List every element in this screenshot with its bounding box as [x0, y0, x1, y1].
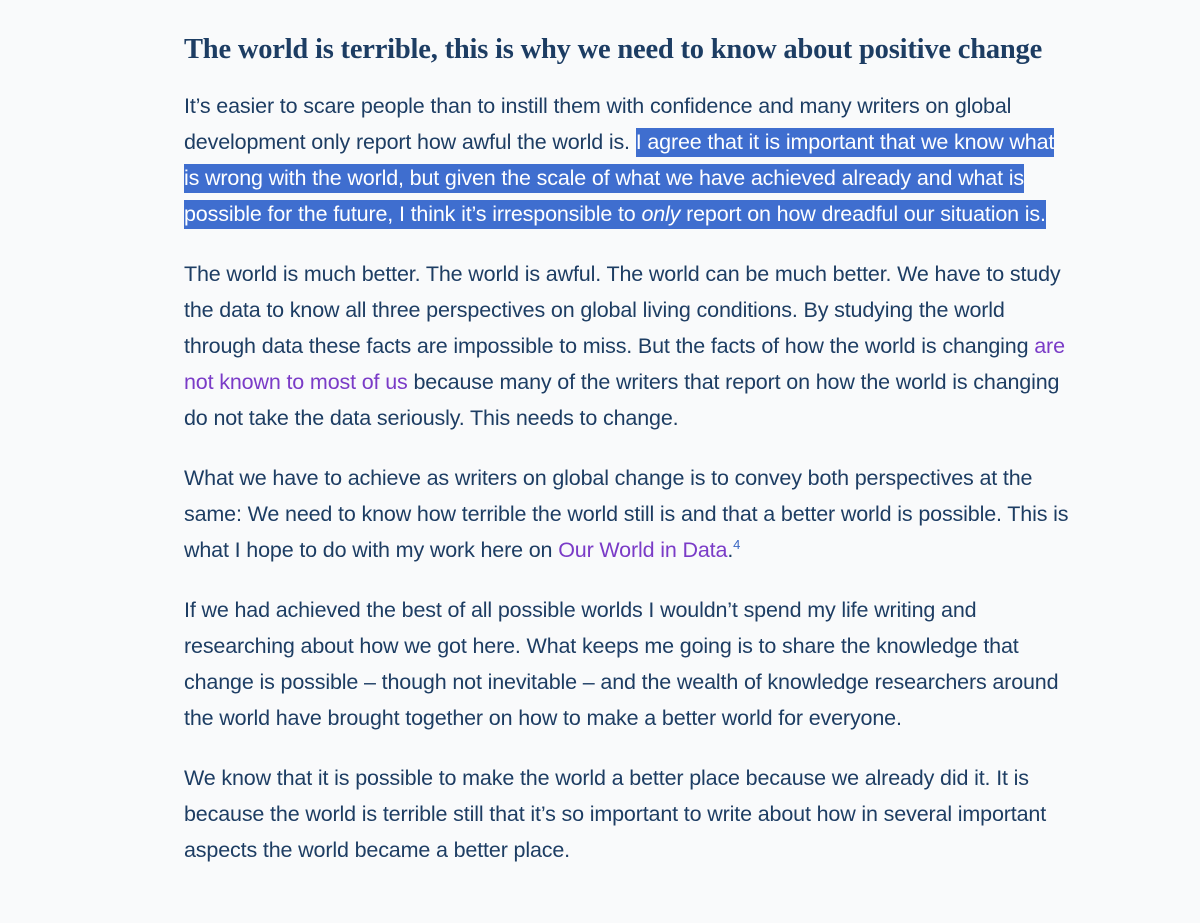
article-body	[184, 0, 1074, 868]
selected-text-part: I agree that it is important that we know what is wrong with the world, but given the scale of what we have achieved already and what is possible for the future, I think it’s irresponsible to	[184, 130, 1055, 226]
our-world-in-data-link[interactable]: Our World in Data	[558, 538, 728, 562]
paragraph-perspectives	[184, 256, 1074, 436]
emphasis-text: only	[641, 202, 681, 226]
section-heading: The world is terrible, this is why we need to know about positive change	[184, 34, 1043, 65]
paragraph-conclusion: We know that it is possible to make the world a better place because we already did it. It is because the world is terrible still that it’s so important to write about how in several important aspects the world became a better place.	[184, 766, 1047, 862]
paragraph-intro	[184, 88, 1074, 232]
selected-text-part: report on how dreadful our situation is.	[680, 202, 1046, 226]
paragraph-text: The world is much better. The world is awful. The world can be much better. We have to study the data to know all three perspectives on global living conditions. By studying the world through data these facts are impossible to miss. But the facts of how the world is changing	[184, 262, 1061, 358]
paragraph-text: What we have to achieve as writers on global change is to convey both perspectives at the same: We need to know how terrible the world still is and that a better world is possible. This is what I hope to do with my work here on	[184, 466, 1069, 562]
paragraph-text: It’s easier to scare people than to instill them with confidence and many writers on global development only report how awful the world is.	[184, 94, 1012, 154]
paragraph-text: .	[727, 538, 734, 562]
paragraph-writers	[184, 460, 1074, 568]
footnote-link[interactable]: 4	[733, 536, 741, 552]
footnote-marker[interactable]	[733, 537, 740, 552]
paragraph-motivation: If we had achieved the best of all possible worlds I wouldn’t spend my life writing and researching about how we got here. What keeps me going is to share the knowledge that change is possible – though not inevitable – and the wealth of knowledge researchers around the world have brought together on how to make a better world for everyone.	[184, 598, 1059, 730]
paragraph-text: because many of the writers that report on how the world is changing do not take the data seriously. This needs to change.	[184, 370, 1060, 430]
not-known-link[interactable]: are not known to most of us	[184, 334, 1065, 394]
